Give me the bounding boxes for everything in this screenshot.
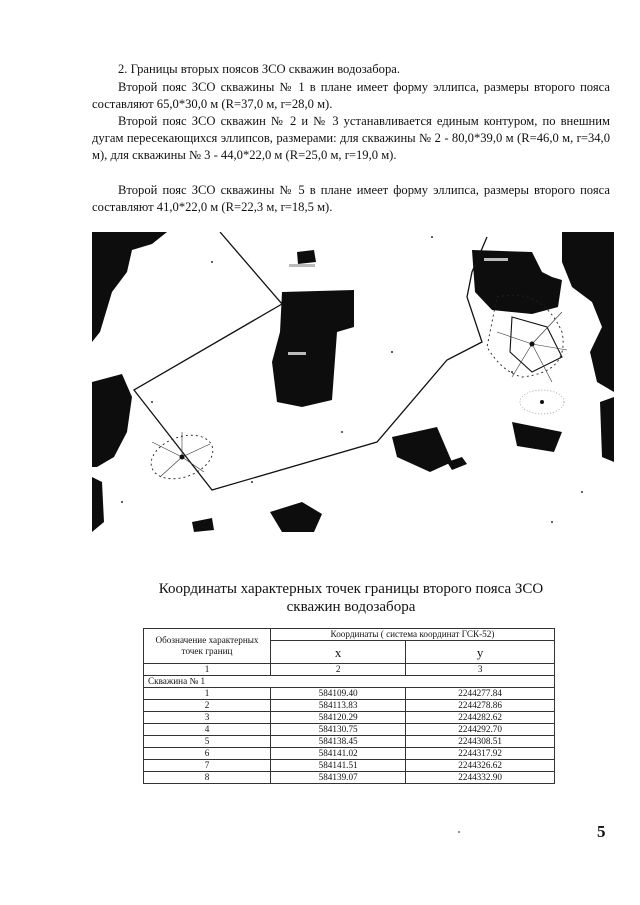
coord-x: 584141.02 (271, 748, 406, 760)
paragraph-wells-2-3 (92, 113, 610, 164)
paragraph-well-5-text: Второй пояс ЗСО скважины № 5 в плане имеет форму эллипса, размеры второго пояса составляют 41,0*22,0 м (R=22,3 м, r=18,5 м). (92, 183, 610, 214)
section-heading (92, 61, 610, 78)
table-row (144, 700, 555, 712)
point-id: 7 (144, 760, 271, 772)
section-label-well-1: Скважина № 1 (144, 676, 555, 688)
coord-x: 584139.07 (271, 772, 406, 784)
paragraph-wells-2-3-text: Второй пояс ЗСО скважин № 2 и № 3 устанавливается единым контуром, по внешним дугам пересекающихся эллипсов, размерами: для скважины № 2 - 80,0*39,0 м (R=46,0 м, r=34,0 м), для скважины № 3 - 44,0*22,0 м (R=25,0 м, r=19,0 м). (92, 114, 610, 162)
point-id: 3 (144, 712, 271, 724)
table-row (144, 748, 555, 760)
table-caption-line-1: Координаты характерных точек границы второго пояса ЗСО (158, 581, 544, 597)
table-row (144, 724, 555, 736)
coord-y: 2244308.51 (406, 736, 555, 748)
table-section-row (144, 676, 555, 688)
column-number: 3 (406, 664, 555, 676)
point-id: 2 (144, 700, 271, 712)
coord-x: 584113.83 (271, 700, 406, 712)
header-point-designation: Обозначение характерных точек границ (144, 629, 271, 664)
point-id: 1 (144, 688, 271, 700)
point-id: 6 (144, 748, 271, 760)
coordinates-table (143, 628, 555, 784)
coord-x: 584120.29 (271, 712, 406, 724)
table-column-numbers-row (144, 664, 555, 676)
coord-x: 584130.75 (271, 724, 406, 736)
column-number: 2 (271, 664, 406, 676)
table-caption-line-2: скважин водозабора (286, 599, 416, 615)
table-row (144, 772, 555, 784)
well-3-marker (540, 400, 544, 404)
coord-y: 2244277.84 (406, 688, 555, 700)
paragraph-well-5 (92, 182, 610, 216)
point-id: 5 (144, 736, 271, 748)
coord-y: 2244332.90 (406, 772, 555, 784)
table-row (144, 712, 555, 724)
point-id: 4 (144, 724, 271, 736)
table-row (144, 736, 555, 748)
header-coordinates-group: Координаты ( система координат ГСК-52) (271, 629, 555, 641)
coord-y: 2244292.70 (406, 724, 555, 736)
paragraph-well-1-text: Второй пояс ЗСО скважины № 1 в плане имеет форму эллипса, размеры второго пояса составляют 65,0*30,0 м (R=37,0 м, r=28,0 м). (92, 80, 610, 111)
coord-y: 2244326.62 (406, 760, 555, 772)
table-header-row (144, 629, 555, 641)
coord-x: 584109.40 (271, 688, 406, 700)
coord-x: 584141.51 (271, 760, 406, 772)
page-number: 5 (597, 822, 606, 841)
coord-y: 2244317.92 (406, 748, 555, 760)
table-row (144, 760, 555, 772)
coord-y: 2244282.62 (406, 712, 555, 724)
paragraph-well-1 (92, 79, 610, 113)
coord-y: 2244278.86 (406, 700, 555, 712)
well-1-marker (180, 455, 185, 460)
section-heading-text: 2. Границы вторых поясов ЗСО скважин водозабора. (118, 62, 400, 76)
header-y: у (406, 641, 555, 664)
site-plan-map (92, 232, 614, 544)
column-number: 1 (144, 664, 271, 676)
point-id: 8 (144, 772, 271, 784)
header-x: х (271, 641, 406, 664)
table-row (144, 688, 555, 700)
coord-x: 584138.45 (271, 736, 406, 748)
well-2-marker (530, 342, 535, 347)
